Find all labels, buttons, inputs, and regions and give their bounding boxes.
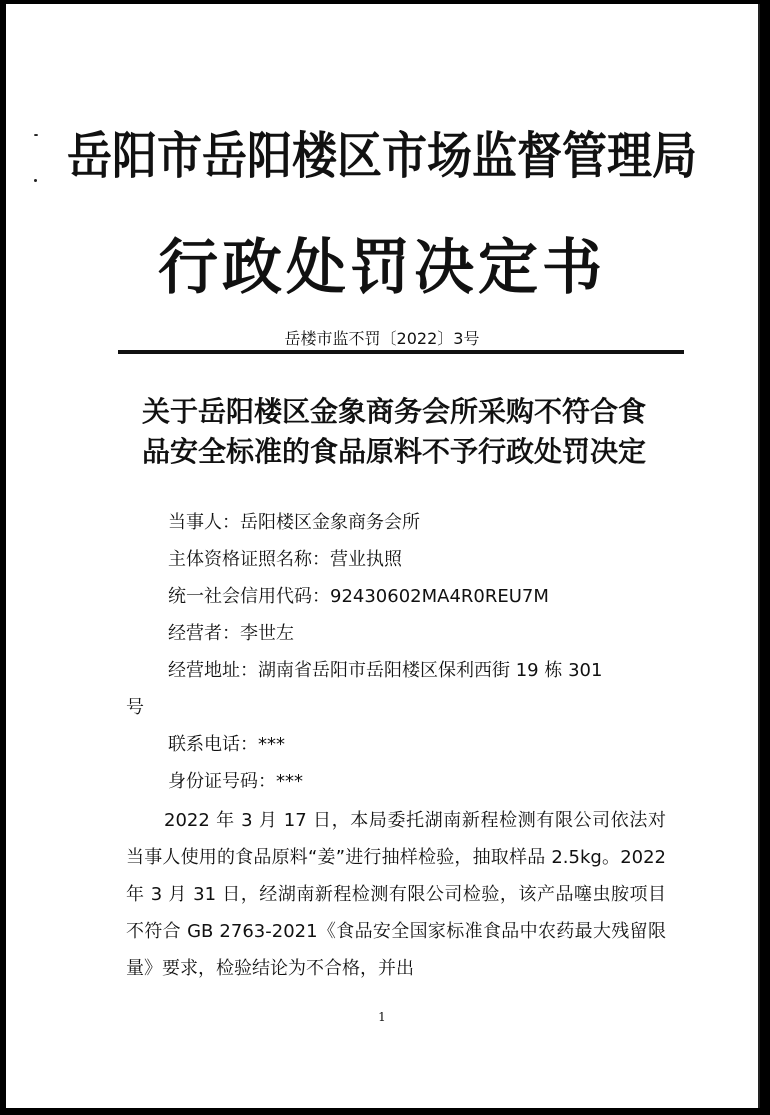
- document-body: [126, 504, 666, 987]
- header-divider: [118, 350, 684, 354]
- credit-code: 统一社会信用代码：92430602MA4R0REU7M: [168, 586, 549, 607]
- issuing-organization: 岳阳市岳阳楼区市场监督管理局: [67, 127, 698, 185]
- facts-paragraph: 2022 年 3 月 17 日，本局委托湖南新程检测有限公司依法对当事人使用的食品原料“姜”进行抽样检验，抽取样品 2.5kg。2022 年 3 月 31 日，经湖南新程检测有限公司检验，该产品噻虫胺项目不符合 GB 2763-2021《食品安全国家标准食品中农药最大残留限量》要求，检验结论为不合格，并出: [126, 810, 666, 979]
- license-name: 主体资格证照名称：营业执照: [168, 549, 402, 570]
- document-number: 岳楼市监不罚〔2022〕3号: [284, 329, 480, 348]
- contact-phone: 联系电话：***: [168, 734, 285, 755]
- party-name: 当事人：岳阳楼区金象商务会所: [168, 512, 420, 533]
- subject-line-2: 品安全标准的食品原料不予行政处罚决定: [141, 435, 646, 468]
- decision-subject: [124, 392, 664, 472]
- document-page: [6, 4, 760, 1108]
- page-number: 1: [378, 1010, 386, 1024]
- id-number: 身份证号码：***: [168, 771, 303, 792]
- business-address: 经营地址：湖南省岳阳市岳阳楼区保利西街 19 栋 301: [168, 660, 603, 681]
- document-type-title: 行政处罚决定书: [158, 233, 606, 303]
- scan-speck: [34, 134, 38, 136]
- business-address-continued: 号: [126, 697, 144, 718]
- subject-line-1: 关于岳阳楼区金象商务会所采购不符合食: [141, 395, 646, 428]
- scan-speck: [34, 179, 37, 182]
- operator-name: 经营者：李世左: [168, 623, 294, 644]
